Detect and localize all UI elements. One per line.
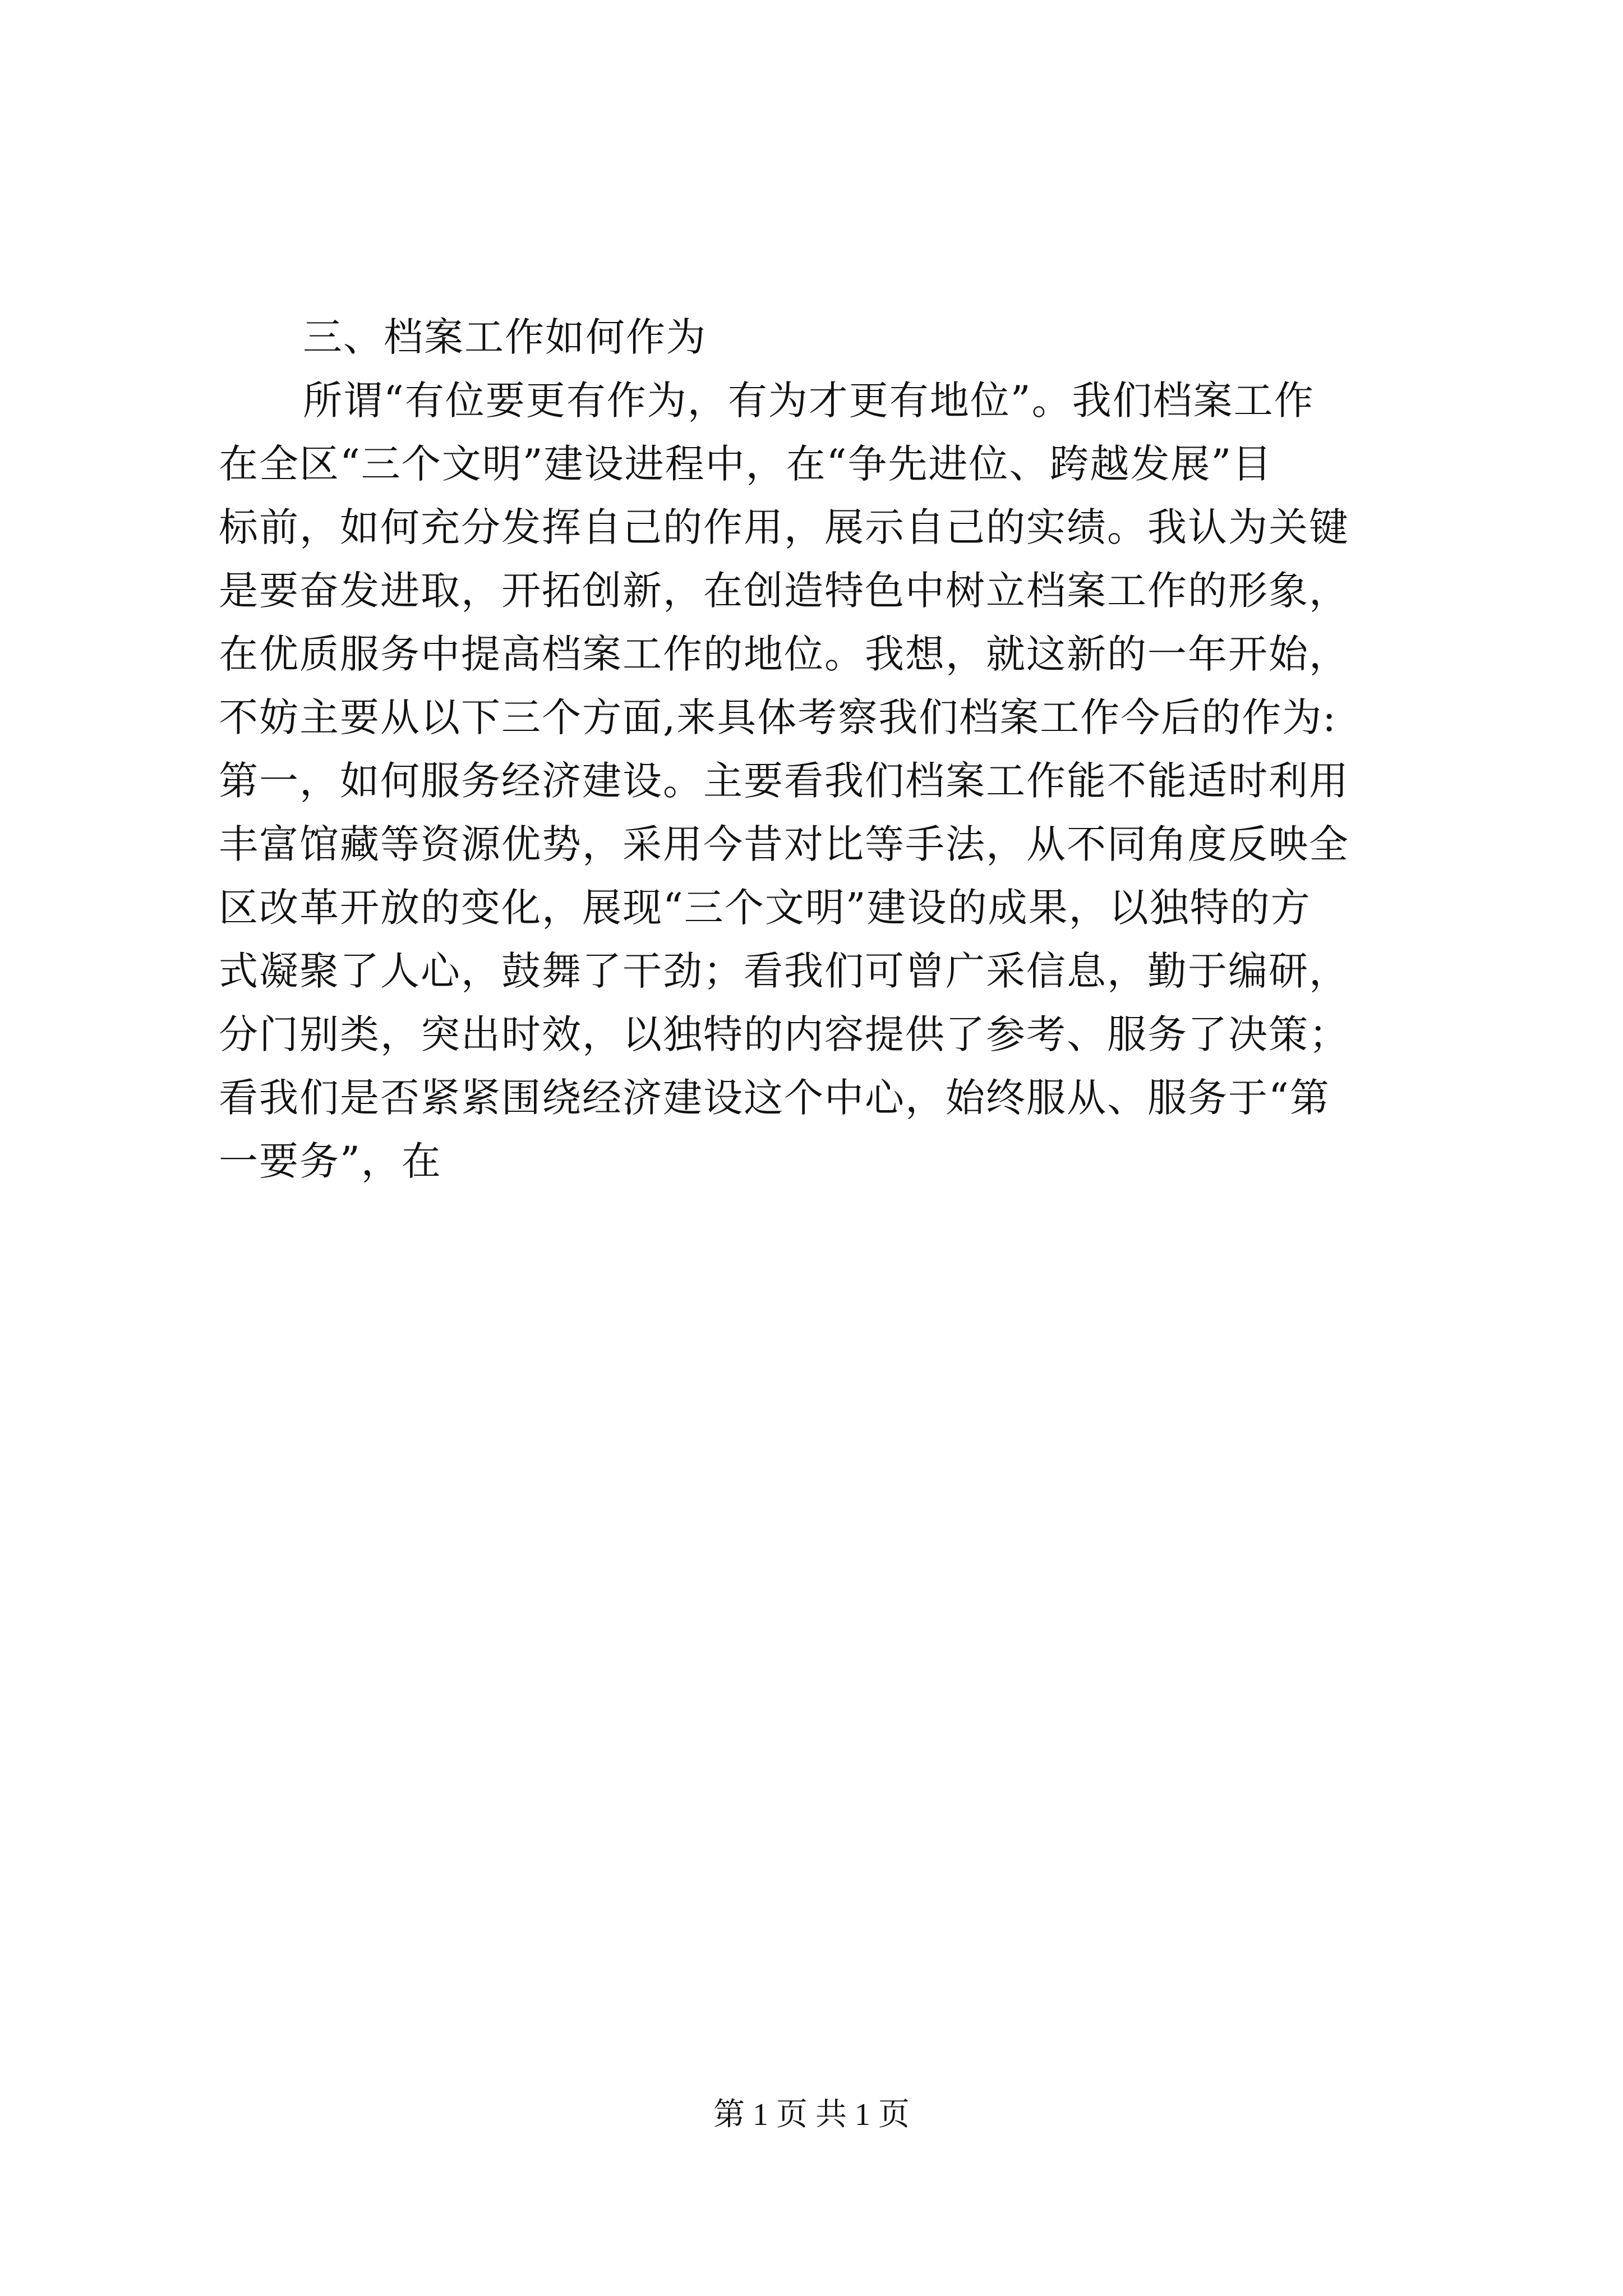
- section-heading: 三、档案工作如何作为: [303, 314, 707, 360]
- paragraph-line-3: 标前，如何充分发挥自己的作用，展示自己的实绩。我认为关键: [219, 504, 1349, 550]
- paragraph-line-12: 看我们是否紧紧围绕经济建设这个中心，始终服从、服务于“第: [219, 1075, 1330, 1121]
- document-body: [219, 306, 1408, 1193]
- paragraph-line-5: 在优质服务中提高档案工作的地位。我想，就这新的一年开始，: [219, 631, 1349, 677]
- paragraph-line-6: 不妨主要从以下三个方面,来具体考察我们档案工作今后的作为:: [219, 694, 1337, 740]
- paragraph-line-4: 是要奋发进取，开拓创新，在创造特色中树立档案工作的形象，: [219, 568, 1349, 614]
- paragraph-line-7: 第一，如何服务经济建设。主要看我们档案工作能不能适时利用: [219, 758, 1349, 804]
- paragraph-line-2: 在全区“三个文明”建设进程中，在“争先进位、跨越发展”目: [219, 441, 1273, 487]
- paragraph-line-8: 丰富馆藏等资源优势，采用今昔对比等手法，从不同角度反映全: [219, 821, 1349, 867]
- page-footer: [0, 2092, 1623, 2137]
- paragraph-line-13: 一要务”，在: [219, 1138, 442, 1184]
- paragraph-line-10: 式凝聚了人心，鼓舞了干劲；看我们可曾广采信息，勤于编研，: [219, 948, 1349, 994]
- paragraph-line-9: 区改革开放的变化，展现“三个文明”建设的成果，以独特的方: [219, 885, 1311, 931]
- paragraph-line-11: 分门别类，突出时效，以独特的内容提供了参考、服务了决策；: [219, 1011, 1349, 1057]
- page-number-label: 第 1 页 共 1 页: [713, 2097, 910, 2132]
- paragraph-line-1: 所谓“有位要更有作为，有为才更有地位”。我们档案工作: [303, 378, 1315, 424]
